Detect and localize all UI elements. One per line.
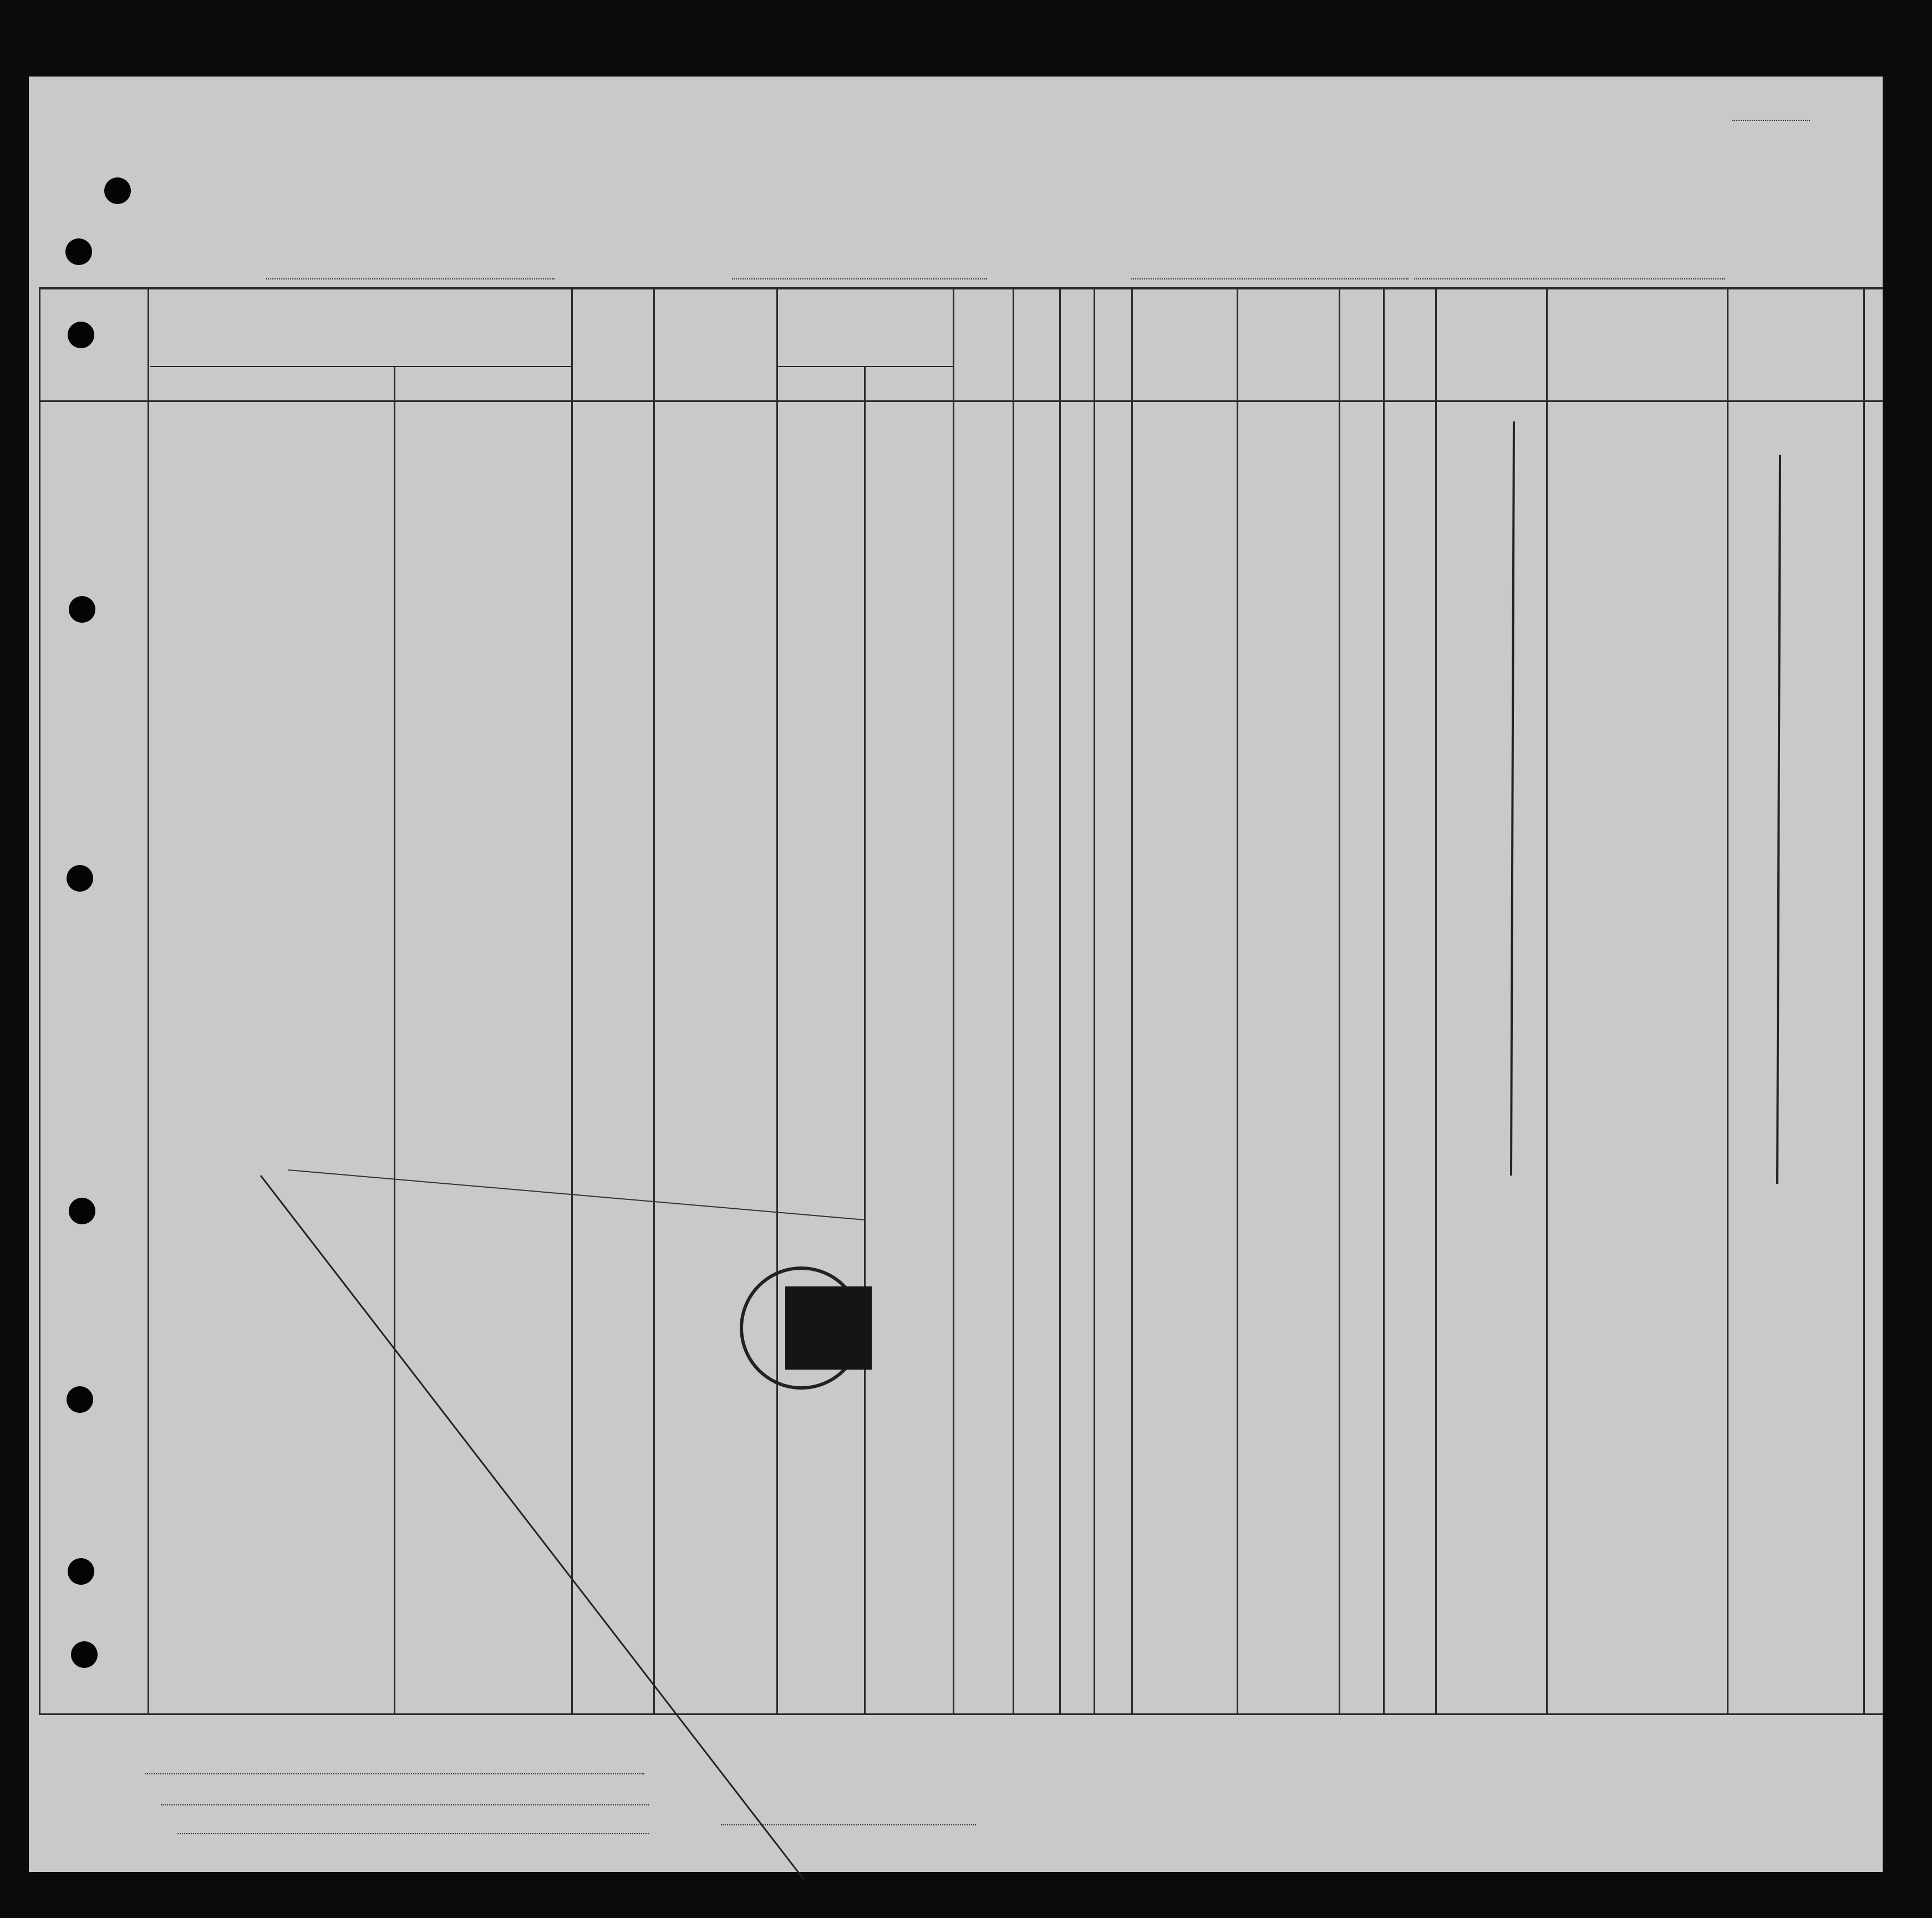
- line-underline: [145, 1773, 644, 1774]
- inspector-underline: [721, 1824, 976, 1825]
- owners-underline: [161, 1804, 649, 1805]
- agents-underline: [177, 1833, 649, 1834]
- fee-stamp: [785, 1286, 872, 1370]
